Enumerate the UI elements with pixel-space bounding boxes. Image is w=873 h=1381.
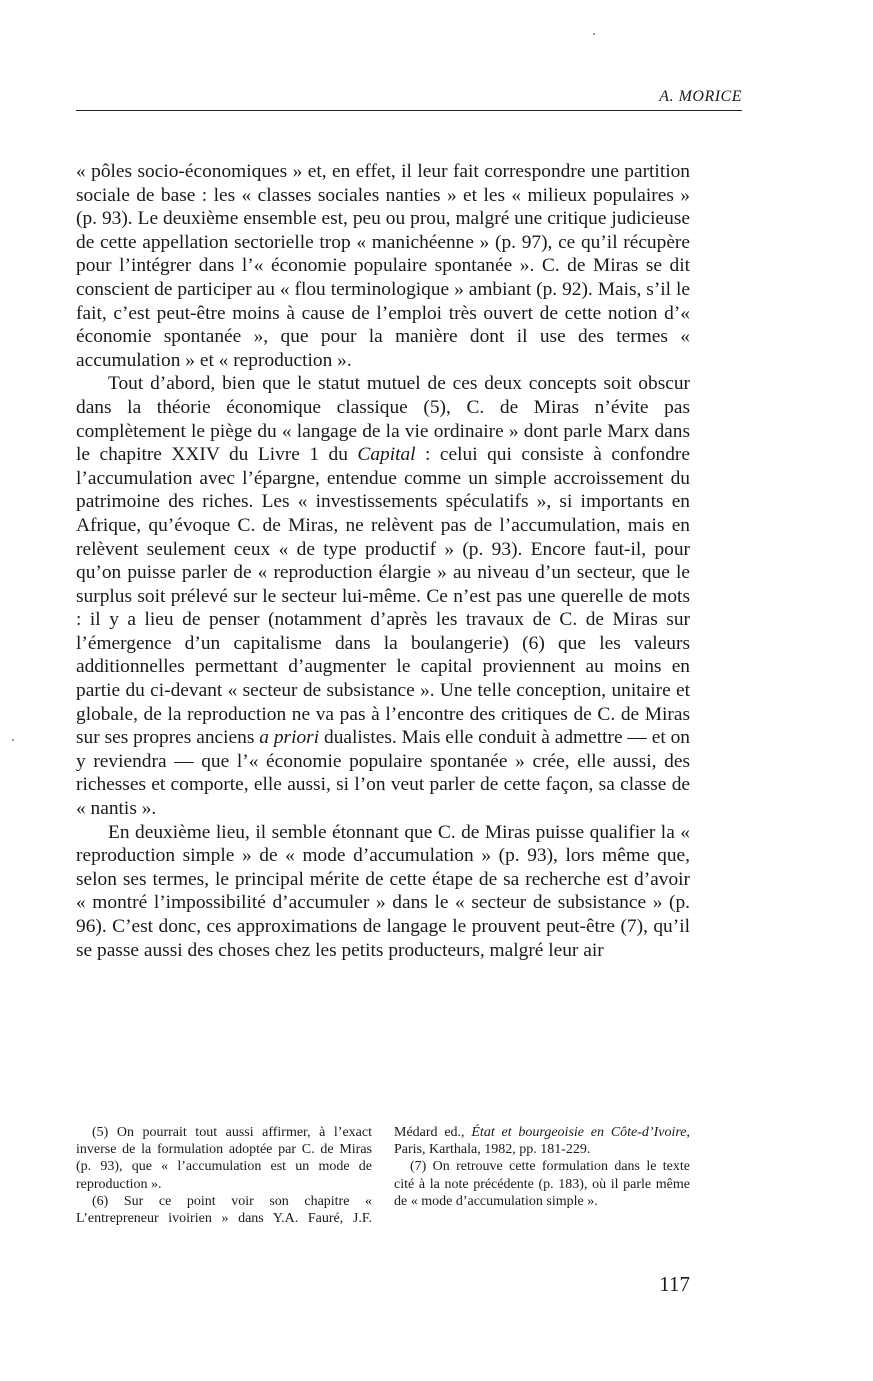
text-run: , Paris, Karthala, 1982, pp. 181-229. [394, 1125, 690, 1158]
text-run: (7) On retrouve cette formulation dans le texte cité à la note précédente (p. 183), où il parle même de « mode d’accumulation simple ». [394, 1159, 690, 1209]
body-paragraph [76, 160, 690, 372]
running-head: A. MORICE [659, 88, 742, 105]
page-number: 117 [659, 1272, 690, 1296]
main-body-text [76, 160, 690, 962]
body-paragraph [76, 821, 690, 963]
text-run: « pôles socio-économiques » et, en effet, il leur fait correspondre une partition sociale de base : les « classes sociales nanties » et les « milieux populaires » (p. 93). Le deuxième ensemble est, peu ou prou, malgré une critique judicieuse de cette appellation sectorielle trop « manichéenne » (p. 97), ce qu’il récupère pour l’intégrer dans l’« économie populaire spontanée ». C. de Miras se dit conscient de participer au « flou terminologique » ambiant (p. 92). Mais, s’il le fait, c’est peut-être moins à cause de l’emploi très ouvert de cette notion d’« économie spontanée », que pour la manière dont il use des termes « accumulation » et « reproduction ». [76, 161, 690, 371]
text-run: (5) On pourrait tout aussi affirmer, à l’exact inverse de la formulation adoptée par C. de Miras (p. 93), que « l’accumulation est un mode de reproduction ». [76, 1125, 372, 1192]
text-run: (6) Sur ce point voir son chapitre « L’entrepreneur ivoirien » dans Y.A. Fauré, J.F. Médard ed., [76, 1125, 472, 1227]
header-rule [76, 110, 742, 111]
text-run: Tout d’abord, bien que le statut mutuel de ces deux concepts soit obscur dans la théorie économique classique (5), C. de Miras n’évite pas complètement le piège du « langage de la vie ordinaire » dont parle Marx dans le chapitre XXIV du Livre 1 du [76, 373, 690, 466]
text-run: En deuxième lieu, il semble étonnant que C. de Miras puisse qualifier la « reproduction simple » de « mode d’accumulation » (p. 93), lors même que, selon ses termes, le principal mérite de cette étape de sa recherche est d’avoir « montré l’impossibilité d’accumuler » dans le « secteur de subsistance » (p. 96). C’est donc, ces approximations de langage le prouvent peut-être (7), qu’il se passe aussi des choses chez les petits producteurs, malgré leur air [76, 821, 690, 961]
italic-run: a priori [259, 727, 320, 749]
footnote [394, 1158, 690, 1210]
italic-run: Capital [357, 444, 416, 466]
italic-run: État et bourgeoisie en Côte-d’Ivoire [471, 1125, 687, 1140]
text-run: dualistes. Mais elle conduit à admettre — et on y reviendra — que l’« économie populaire spontanée » crée, elle aussi, des richesses et comporte, elle aussi, si l’on veut parler de cette façon, sa classe de « nantis ». [76, 727, 690, 820]
footnote [76, 1124, 372, 1193]
body-paragraph [76, 372, 690, 820]
scan-speck [593, 33, 595, 35]
footnotes [76, 1124, 690, 1227]
text-run: : celui qui consiste à confondre l’accumulation avec l’épargne, entendue comme un simple accroissement du patrimoine des riches. Les « investissements spéculatifs », si importants en Afrique, qu’évoque C. de Miras, ne relèvent pas de l’accumulation, mais en relèvent seulement ceux « de type productif » (p. 93). Encore faut-il, pour qu’on puisse parler de « reproduction élargie » au niveau d’un secteur, que le surplus soit prélevé sur le secteur lui-même. Ce n’est pas une querelle de mots : il y a lieu de penser (notamment d’après les travaux de C. de Miras sur l’émergence d’un capitalisme dans la boulangerie) (6) que les valeurs additionnelles permettant d’augmenter le capital proviennent au moins en partie du ci-devant « secteur de subsistance ». Une telle conception, unitaire et globale, de la reproduction ne va pas à l’encontre des critiques de C. de Miras sur ses propres anciens [76, 444, 690, 749]
scan-speck [12, 739, 14, 741]
